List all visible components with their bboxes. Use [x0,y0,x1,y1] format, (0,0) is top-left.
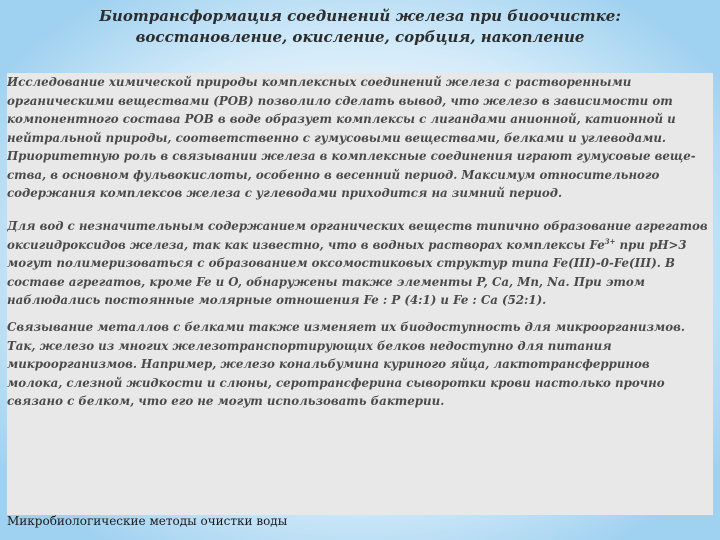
paragraph-iron-aggregates [7,217,708,310]
text-line-with-superscript [7,236,708,255]
text-line: компонентного состава РОВ в воде образует комплексы с лигандами анионной, катионной и [7,112,676,126]
text-line: нейтральной природы, соответственно с гумусовыми веществами, белками и углеводами. [7,130,667,145]
slide-title [0,6,720,48]
paragraph-iron-complexes [7,73,696,203]
title-line-1: Биотрансформация соединений железа при биоочистке: [99,7,621,25]
title-line-2: восстановление, окисление, сорбция, накопление [135,28,585,46]
text-fragment: оксигидроксидов железа, так как известно, что в водных растворах комплексы Fe [7,237,605,252]
text-line: органическими веществами (РОВ) позволило сделать вывод, что железо в зависимости от [7,93,673,108]
text-line: содержания комплексов железа с углеводами приходится на зимний период. [7,186,563,200]
text-line: составе агрегатов, кроме Fe и O, обнаружены также элементы P, Ca, Mn, Na. При этом [7,274,645,289]
text-line: Для вод с незначительным содержанием органических веществ типично образование агрегатов [7,219,708,233]
text-line: Исследование химической природы комплексных соединений железа с растворенными [7,75,632,89]
superscript-charge: 3+ [604,236,616,246]
text-line: наблюдались постоянные молярные отношения Fe : P (4:1) и Fe : Ca (52:1). [7,293,547,307]
text-line: Связывание металлов с белками также изменяет их биодоступность для микроорганизмов. [7,320,685,334]
paragraph-protein-binding [7,318,685,411]
text-fragment: при pH>3 [615,237,687,252]
text-line: микроорганизмов. Например, железо кональбумина куриного яйца, лактотрансферринов [7,357,650,371]
text-line: молока, слезной жидкости и слюны, серотрансферина сыворотки крови настолько прочно [7,375,665,390]
text-line: Приоритетную роль в связывании железа в комплексные соединения играют гумусовые веще- [7,149,696,163]
text-line: могут полимеризоваться с образованием оксомостиковых структур типа Fe(III)-0-Fe(III). В [7,256,675,270]
text-content-block [7,73,713,515]
text-line: Так, железо из многих железотранспортирующих белков недоступно для питания [7,338,612,353]
slide-footer: Микробиологические методы очистки воды [7,514,288,528]
text-line: связано с белком, что его не могут использовать бактерии. [7,394,445,408]
text-line: ства, в основном фульвокислоты, особенно в весенний период. Максимум относительного [7,167,660,182]
